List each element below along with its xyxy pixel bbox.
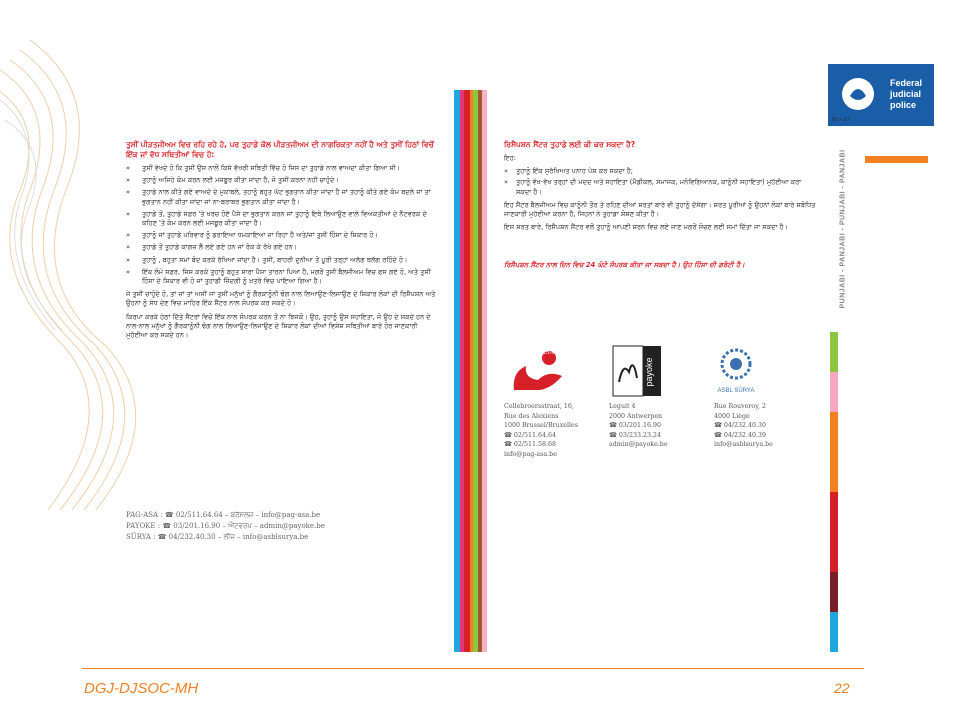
org-surya <box>714 342 819 459</box>
org-street: Rue Rouveroy, 2 <box>714 403 766 410</box>
org-pag-asa <box>504 342 609 459</box>
pag-asa-logo <box>504 342 609 400</box>
right-page <box>504 90 830 652</box>
contact-line: SÜRYA : ☎ 04/232.40.30 – ਲੀਜ – info@asblsurya.be <box>126 533 309 541</box>
orange-accent-bar <box>865 156 928 163</box>
org-email: info@pag-asa.be <box>504 450 557 458</box>
pag-asa-logo-text: PAG ASA <box>525 348 555 356</box>
surya-logo-text: ASBL SÜRYA <box>717 388 755 394</box>
left-paragraph-1: ਜੇ ਤੁਸੀਂ ਚਾਹੁੰਦੇ ਹੋ, ਤਾਂ ਜਾਂ ਤਾਂ ਅਸੀਂ ਜਾਂ ਤੁਸੀਂ ਮਨੁੱਖਾਂ ਨੂੰ ਗੈਰਕਾਨੂੰਨੀ ਢੰਗ ਨਾਲ ਲਿਆਉਣ-ਲਿਜਾਉਣ ਦੇ ਸ਼ਿਕਾਰ ਲੋਕਾਂ ਦੀ ਰਿਸੈਪਸ਼ਨ ਅਤੇ ਉਹਨਾਂ ਨੂੰ ਸੇਧ ਦੇਣ ਵਿਚ ਮਾਹਿਰ ਇੱਕ ਸੈਂਟਰ ਨਾਲ ਸੰਪਰਕ ਕਰ ਸਕਦੇ ਹੋ। <box>126 290 436 308</box>
right-intro: ਇਹ: <box>504 154 516 162</box>
brochure-spread <box>110 90 830 652</box>
right-paragraph-1: ਇਹ ਸੈਂਟਰ ਬੈਲਜੀਅਮ ਵਿਚ ਕਾਨੂੰਨੀ ਤੌਰ ਤੇ ਰਹਿਣ ਦੀਆਂ ਸ਼ਰਤਾਂ ਬਾਰੇ ਵੀ ਤੁਹਾਨੂੰ ਦੱਸੇਗਾ। ਸ਼ਰਤ ਪੂਰੀਆਂ ਨੂੰ ਉਹਨਾਂ ਲੋਕਾਂ ਬਾਰੇ ਸਬੰਧਿਤ ਜਾਣਕਾਰੀ ਮੁਹੱਈਆ ਕਰਨਾ ਹੈ, ਜਿਹਨਾਂ ਨੇ ਤੁਹਾਡਾ ਸ਼ੋਸ਼ਣ ਕੀਤਾ ਹੈ। <box>504 200 816 219</box>
org-street-2: Rue des Alexiens <box>504 412 559 420</box>
left-bullet-list <box>126 164 441 286</box>
org-fax: ☎ 02/511.58.68 <box>504 441 557 448</box>
list-item: » ਤੁਹਾਨੂੰ ਜਾਂ ਤੁਹਾਡੇ ਪਰਿਵਾਰ ਨੂੰ ਡਰਾਇਆ ਧਮਕਾਇਆ ਜਾ ਰਿਹਾ ਹੈ ਅਤੇ/ਜਾਂ ਤੁਸੀਂ ਹਿੰਸਾ ਦੇ ਸ਼ਿਕਾਰ ਹੋ। <box>126 231 441 240</box>
payoke-logo <box>609 342 714 400</box>
contact-list <box>126 510 325 543</box>
org-phone: ☎ 04/232.40.30 <box>714 422 767 429</box>
list-item: » ਤੁਸੀਂ ਵੇਖਦੇ ਹੋ ਕਿ ਤੁਸੀਂ ਉਸ ਨਾਲੋਂ ਕਿਸੇ ਵੱਖਰੀ ਸਥਿਤੀ ਵਿੱਚ ਹੋ ਜਿਸ ਦਾ ਤੁਹਾਡੇ ਨਾਲ ਵਾਅਦਾ ਕੀਤਾ ਗਿਆ ਸੀ। <box>126 164 441 173</box>
list-item: » ਇੱਕ ਲੰਮੇ ਸਫ਼ਰ, ਜਿਸ ਕਰਕੇ ਤੁਹਾਨੂੰ ਬਹੁਤ ਸਾਰਾ ਪੈਸਾ ਤਾਰਨਾ ਪਿਆ ਹੈ, ਮਗਰੋਂ ਤੁਸੀਂ ਬੈਲਜੀਅਮ ਵਿਚ ਫਸ ਗਏ ਹੋ, ਅਤੇ ਤੁਸੀਂ ਹਿੰਸਾ ਦੇ ਸ਼ਿਕਾਰ ਵੀ ਹੋ ਜਾਂ ਤੁਹਾਡੀ ਜ਼ਿੰਦਗੀ ਨੂੰ ਖ਼ਤਰੇ ਵਿਚ ਪਾਇਆ ਗਿਆ ਹੈ। <box>126 268 441 286</box>
right-page-title: ਰਿਸੈਪਸ਼ਨ ਸੈਂਟਰ ਤੁਹਾਡੇ ਲਈ ਕੀ ਕਰ ਸਕਦਾ ਹੈ? <box>504 140 636 149</box>
list-item: » ਤੁਹਾਡੇ ਤੋਂ, ਤੁਹਾਡੇ ਸਫ਼ਰ 'ਤੇ ਖਰਚ ਹੋਏ ਪੈਸੇ ਦਾ ਭੁਗਤਾਨ ਕਰਨ ਜਾਂ ਤੁਹਾਨੂੰ ਇਥੇ ਲਿਆਉਣ ਵਾਲੇ ਵਿਅਕਤੀਆਂ ਦੇ ਨੈਟਵਰਕ ਦੇ ਕਹਿਣ 'ਤੇ ਕੰਮ ਕਰਨ ਲਈ ਮਜਬੂਰ ਕੀਤਾ ਜਾਂਦਾ ਹੈ। <box>126 210 441 228</box>
footer-label: DGJ-DJSOC-MH <box>84 680 199 697</box>
org-email: admin@payoke.be <box>609 441 668 448</box>
police-emblem-icon <box>838 74 878 114</box>
org-city: 2000 Antwerpen <box>609 412 663 420</box>
org-phone: ☎ 03/201.16.90 <box>609 422 662 429</box>
org-phone: ☎ 02/511.64.64 <box>504 431 557 439</box>
org-city: 1000 Brussel/Bruxelles <box>504 422 579 429</box>
org-payoke <box>609 342 714 459</box>
org-fax: ☎ 04/232.40.39 <box>714 431 767 439</box>
contact-line: PAG-ASA : ☎ 02/511.64.64 – ਬਰੱਸਲਜ਼ – info@pag-asa.be <box>126 511 321 519</box>
org-fax: ☎ 03/233.23.24 <box>609 431 662 439</box>
left-page-title: ਤੁਸੀਂ ਪੀੜਤਜੀਅਮ ਵਿਚ ਰਹਿ ਰਹੇ ਹੋ, ਪਰ ਤੁਹਾਡੇ ਕੋਲ ਪੀੜਤਜੀਅਮ ਦੀ ਨਾਗਰਿਕਤਾ ਨਹੀਂ ਹੈ ਅਤੇ ਤੁਸੀਂ ਹਿਠਾਂ ਵਿਚੋਂ ਇੱਕ ਜਾਂ ਵੱਧ ਸਥਿਤੀਆਂ ਵਿਚ ਹੋ: <box>126 140 434 159</box>
org-street: Leguit 4 <box>609 403 636 410</box>
left-page <box>110 90 455 652</box>
organisation-list <box>504 342 830 459</box>
page-number: 22 <box>834 680 850 696</box>
org-email: info@asblsurya.be <box>714 441 773 448</box>
org-street: Cellebroersstraat, 16, <box>504 403 574 410</box>
list-item: » ਤੁਹਾਨੂੰ , ਬਹੁਤਾ ਸਮਾਂ ਬੰਦ ਕਰਕੇ ਰੱਖਿਆ ਜਾਂਦਾ ਹੈ। ਤੁਸੀਂ, ਬਾਹਰੀ ਦੁਨੀਆ ਤੋਂ ਪੂਰੀ ਤਰ੍ਹਾਂ ਅਲੱਗ ਥਲੱਗ ਰਹਿੰਦੇ ਹੋ। <box>126 256 441 265</box>
side-color-strip <box>830 332 838 652</box>
list-item: » ਤੁਹਾਨੂੰ ਅਜਿਹੇ ਕੰਮ ਕਰਨ ਲਈ ਮਜਬੂਰ ਕੀਤਾ ਜਾਂਦਾ ਹੈ, ਜੋ ਤੁਸੀਂ ਕਰਨਾ ਨਹੀਂ ਚਾਹੁੰਦੇ। <box>126 176 441 185</box>
language-vertical-label: PUNJABI - PANJABI - PUNJABI - PANJABI <box>839 149 847 309</box>
list-item: » ਤੁਹਾਡੇ ਨਾਲ ਕੀਤੇ ਗਏ ਵਾਅਦੇ ਦੇ ਮੁਕਾਬਲੇ, ਤਹਾਨੂੰ ਬਹੁਤ ਘੱਟ ਭੁਗਤਾਨ ਕੀਤਾ ਜਾਂਦਾ ਹੈ ਜਾਂ ਤਹਾਨੂੰ ਕੀਤੇ ਗਏ ਕੰਮ ਬਦਲੇ ਜਾਂ ਤਾਂ ਭੁਗਤਾਨ ਨਹੀਂ ਕੀਤਾ ਜਾਂਦਾ ਜਾਂ ਨਾ-ਬਰਾਬਰ ਭੁਗਤਾਨ ਕੀਤਾ ਜਾਂਦਾ ਹੈ। <box>126 188 441 206</box>
page-reference: 36 • 37 <box>831 117 850 123</box>
list-item: » ਤੁਹਾਨੂੰ ਵੱਖ-ਵੱਖ ਤਰ੍ਹਾਂ ਦੀ ਮਦਦ ਅਤੇ ਸਹਾਇਤਾ (ਮੈਡੀਕਲ, ਸਮਾਜਕ, ਮਨੋਵਿਗਿਆਨਕ, ਕਾਨੂੰਨੀ ਸਹਾਇਤਾ) ਮੁਹੱਈਆ ਕਰਾ ਸਕਦਾ ਹੈ। <box>504 178 816 196</box>
right-bullet-list <box>504 167 816 197</box>
left-paragraph-2: ਕਿਰਪਾ ਕਰਕੇ ਹੇਠਾਂ ਦਿੱਤੇ ਸੈਂਟਰਾਂ ਵਿਚੋਂ ਇੱਕ ਨਾਲ ਸੰਪਰਕ ਕਰਨ ਤੋਂ ਨਾ ਝਿਜਕੋ। ਉਹ, ਤੁਹਾਨੂੰ ਉਸ ਸਹਾਇਤਾ, ਜੋ ਉਹ ਦੇ ਸਕਦੇ ਹਨ ਦੇ ਨਾਲ-ਨਾਲ ਮਨੁੱਖਾਂ ਨੂੰ ਗੈਰਕਾਨੂੰਨੀ ਢੰਗ ਨਾਲ ਲਿਆਉਣ-ਲਿਜਾਉਣ ਦੇ ਸ਼ਿਕਾਰ ਲੋਕਾਂ ਦੀਆਂ ਵਿਸ਼ੇਸ਼ ਸਥਿਤੀਆਂ ਬਾਰੇ ਹੋਰ ਜਾਣਕਾਰੀ ਮੁਹੱਈਆ ਕਰ ਸਕਦੇ ਹਨ। <box>126 312 431 340</box>
surya-logo <box>714 342 819 400</box>
contact-line: PAYOKE : ☎ 03/201.16.90 – ਐਂਟਵਰਪ – admin@payoke.be <box>126 522 325 530</box>
list-item: » ਤੁਹਾਨੂੰ ਇੱਕ ਸੁਰੱਖਿਅਤ ਪਨਾਹ ਪੇਸ਼ ਕਰ ਸਕਦਾ ਹੈ; <box>504 167 816 176</box>
org-city: 4000 Liège <box>714 412 750 420</box>
right-paragraph-2: ਇਸ ਸ਼ਰਤ ਬਾਰੇ, ਰਿਸੈਪਸ਼ਨ ਸੈਂਟਰ ਵਲੋਂ ਤੁਹਾਨੂੰ ਆਪਣੀ ਸ਼ਰਨ ਵਿਚ ਲਏ ਜਾਣ ਮਗਰੋਂ ਸੋਚਣ ਲਈ ਸਮਾਂ ਦਿੱਤਾ ਜਾ ਸਕਦਾ ਹੈ। <box>504 223 788 232</box>
footer-divider <box>82 668 864 669</box>
payoke-logo-text: payoke <box>644 357 654 387</box>
list-item: » ਤੁਹਾਡੇ ਤੋਂ ਤੁਹਾਡੇ ਕਾਗਜ਼ ਲੈ ਲਏ ਗਏ ਹਨ ਜਾਂ ਰੋਕ ਕੇ ਰੱਖੇ ਗਏ ਹਨ। <box>126 243 441 252</box>
availability-note: ਰਿਸੈਪਸ਼ਨ ਸੈਂਟਰ ਨਾਲ ਦਿਨ ਵਿਚ 24 ਘੰਟੇ ਸੰਪਰਕ ਕੀਤਾ ਜਾ ਸਕਦਾ ਹੈ। ਉਹ ਹਿੰਸਾ ਦੀ ਗਰੰਟੀ ਹੈ। <box>504 261 745 270</box>
brand-text: Federal judicial police <box>890 78 923 110</box>
color-stripes <box>454 90 504 652</box>
